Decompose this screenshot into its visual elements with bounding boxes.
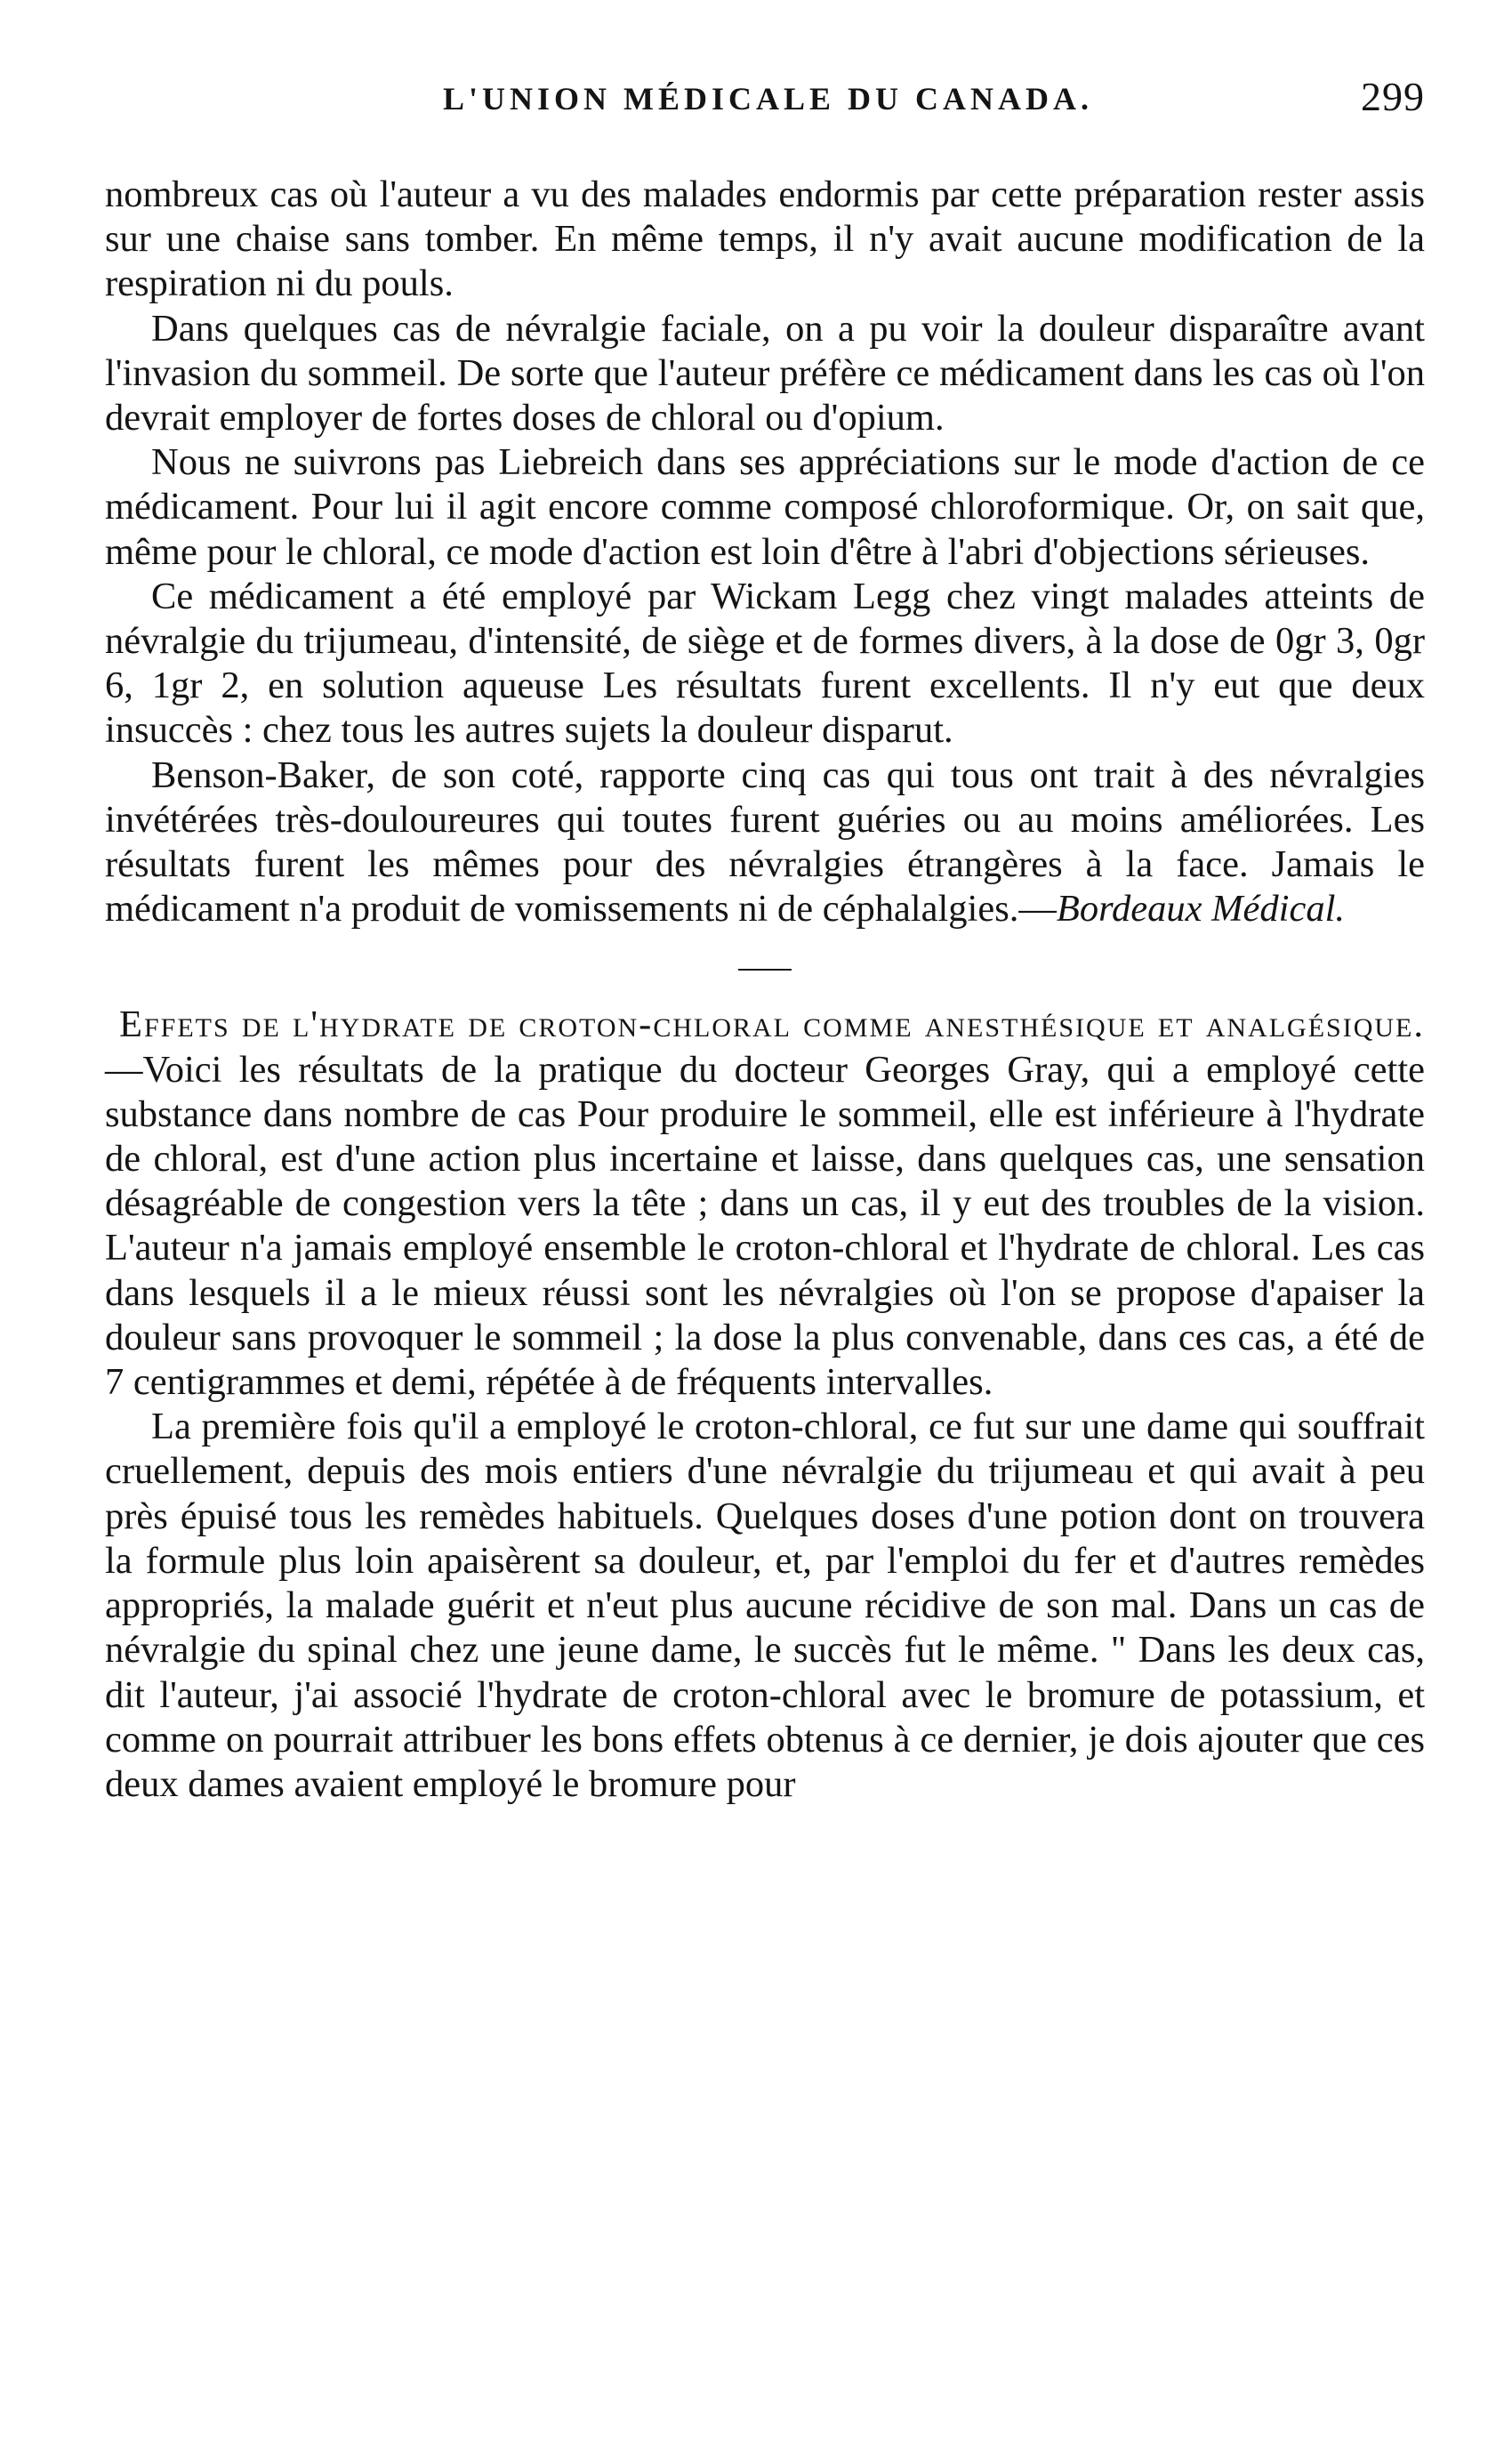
section-heading: Effets de l'hydrate de croton-chloral comme anesthésique et analgésique. <box>119 1003 1425 1046</box>
article-body <box>105 173 1425 1807</box>
page-number: 299 <box>1361 74 1425 119</box>
paragraph: Nous ne suivrons pas Liebreich dans ses appréciations sur le mode d'action de ce médicament. Pour lui il agit encore comme composé chloroformique. Or, on sait que, même pour le chloral, ce mode d'action est loin d'être à l'abri d'objections sérieuses. <box>105 441 1425 573</box>
running-header <box>105 73 1425 139</box>
journal-title: L'UNION MÉDICALE DU CANADA. <box>443 81 1094 117</box>
paragraph-text: Benson-Baker, de son coté, rapporte cinq cas qui tous ont trait à des névralgies invétérées très-douloureures qui toutes furent guéries ou au moins améliorées. Les résultats furent les mêmes pour des névralgies étrangères à la face. Jamais le médicament n'a produit de vomissements ni de céphalalgies.— <box>105 754 1425 931</box>
section-intro-paragraph <box>105 1003 1425 1405</box>
document-page <box>105 73 1425 1807</box>
paragraph: nombreux cas où l'auteur a vu des malades endormis par cette préparation rester assis sur une chaise sans tomber. En même temps, il n'y avait aucune modification de la respiration ni du pouls. <box>105 173 1425 305</box>
paragraph: Ce médicament a été employé par Wickam Legg chez vingt malades atteints de névralgie du trijumeau, d'intensité, de siège et de formes divers, à la dose de 0gr 3, 0gr 6, 1gr 2, en solution aqueuse Les résultats furent excellents. Il n'y eut que deux insuccès : chez tous les autres sujets la douleur disparut. <box>105 575 1425 752</box>
source-citation: Bordeaux Médical. <box>1056 888 1346 931</box>
paragraph: La première fois qu'il a employé le croton-chloral, ce fut sur une dame qui souffrait cruellement, depuis des mois entiers d'une névralgie du trijumeau et qui avait à peu près épuisé tous les remèdes habituels. Quelques doses d'une potion dont on trouvera la formule plus loin apaisèrent sa douleur, et, par l'emploi du fer et d'autres remèdes appropriés, la malade guérit et n'eut plus aucune récidive de son mal. Dans un cas de névralgie du spinal chez une jeune dame, le succès fut le même. " Dans les deux cas, dit l'auteur, j'ai associé l'hydrate de croton-chloral avec le bromure de potassium, et comme on pourrait attribuer les bons effets obtenus à ce dernier, je dois ajouter que ces deux dames avaient employé le bromure pour <box>105 1406 1425 1805</box>
paragraph-with-source <box>105 754 1425 932</box>
paragraph-text: —Voici les résultats de la pratique du docteur Georges Gray, qui a employé cette substance dans nombre de cas Pour produire le sommeil, elle est inférieure à l'hydrate de chloral, est d'une action plus incertaine et laisse, dans quelques cas, une sensation désagréable de congestion vers la tête ; dans un cas, il y eut des troubles de la vision. L'auteur n'a jamais employé ensemble le croton-chloral et l'hydrate de chloral. Les cas dans lesquels il a le mieux réussi sont les névralgies où l'on se propose d'apaiser la douleur sans provoquer le sommeil ; la dose la plus convenable, dans ces cas, a été de 7 centigrammes et demi, répétée à de fréquents intervalles. <box>105 1048 1425 1404</box>
paragraph: Dans quelques cas de névralgie faciale, on a pu voir la douleur disparaître avant l'invasion du sommeil. De sorte que l'auteur préfère ce médicament dans les cas où l'on devrait employer de fortes doses de chloral ou d'opium. <box>105 307 1425 439</box>
section-divider <box>738 969 792 971</box>
